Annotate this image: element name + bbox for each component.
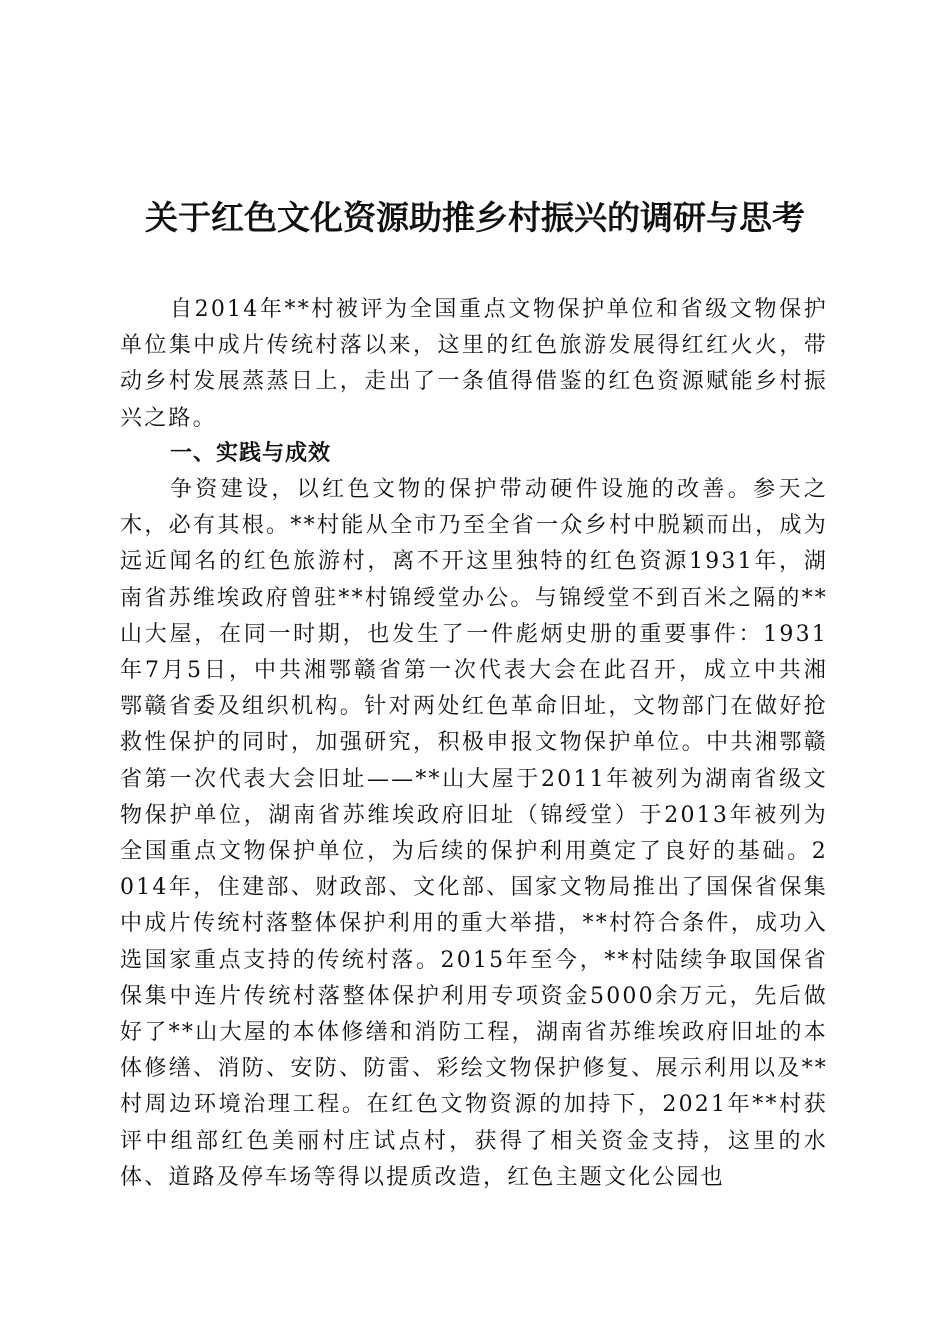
body-paragraph: 争资建设，以红色文物的保护带动硬件设施的改善。参天之木，必有其根。**村能从全市乃至全省一众乡村中脱颖而出，成为远近闻名的红色旅游村，离不开这里独特的红色资源1931年，湖南省苏维埃政府曾驻**村锦绶堂办公。与锦绶堂不到百米之隔的**山大屋，在同一时期，也发生了一件彪炳史册的重要事件：1931年7月5日，中共湘鄂赣省第一次代表大会在此召开，成立中共湘鄂赣省委及组织机构。针对两处红色革命旧址，文物部门在做好抢救性保护的同时，加强研究，积极申报文物保护单位。中共湘鄂赣省第一次代表大会旧址——**山大屋于2011年被列为湖南省级文物保护单位，湖南省苏维埃政府旧址（锦绶堂）于2013年被列为全国重点文物保护单位，为后续的保护利用奠定了良好的基础。2014年，住建部、财政部、文化部、国家文物局推出了国保省保集中成片传统村落整体保护利用的重大举措，**村符合条件，成功入选国家重点支持的传统村落。2015年至今，**村陆续争取国保省保集中连片传统村落整体保护利用专项资金5000余万元，先后做好了**山大屋的本体修缮和消防工程，湖南省苏维埃政府旧址的本体修缮、消防、安防、防雷、彩绘文物保护修复、展示利用以及**村周边环境治理工程。在红色文物资源的加持下，2021年**村获评中组部红色美丽村庄试点村，获得了相关资金支持，这里的水体、道路及停车场等得以提质改造，红色主题文化公园也 [120, 477, 828, 1190]
section-heading: 一、实践与成效 [170, 441, 332, 466]
intro-paragraph: 自2014年**村被评为全国重点文物保护单位和省级文物保护单位集中成片传统村落以来，这里的红色旅游发展得红红火火，带动乡村发展蒸蒸日上，走出了一条值得借鉴的红色资源赋能乡村振兴之路。 [120, 297, 828, 431]
document-title: 关于红色文化资源助推乡村振兴的调研与思考 [145, 198, 805, 237]
